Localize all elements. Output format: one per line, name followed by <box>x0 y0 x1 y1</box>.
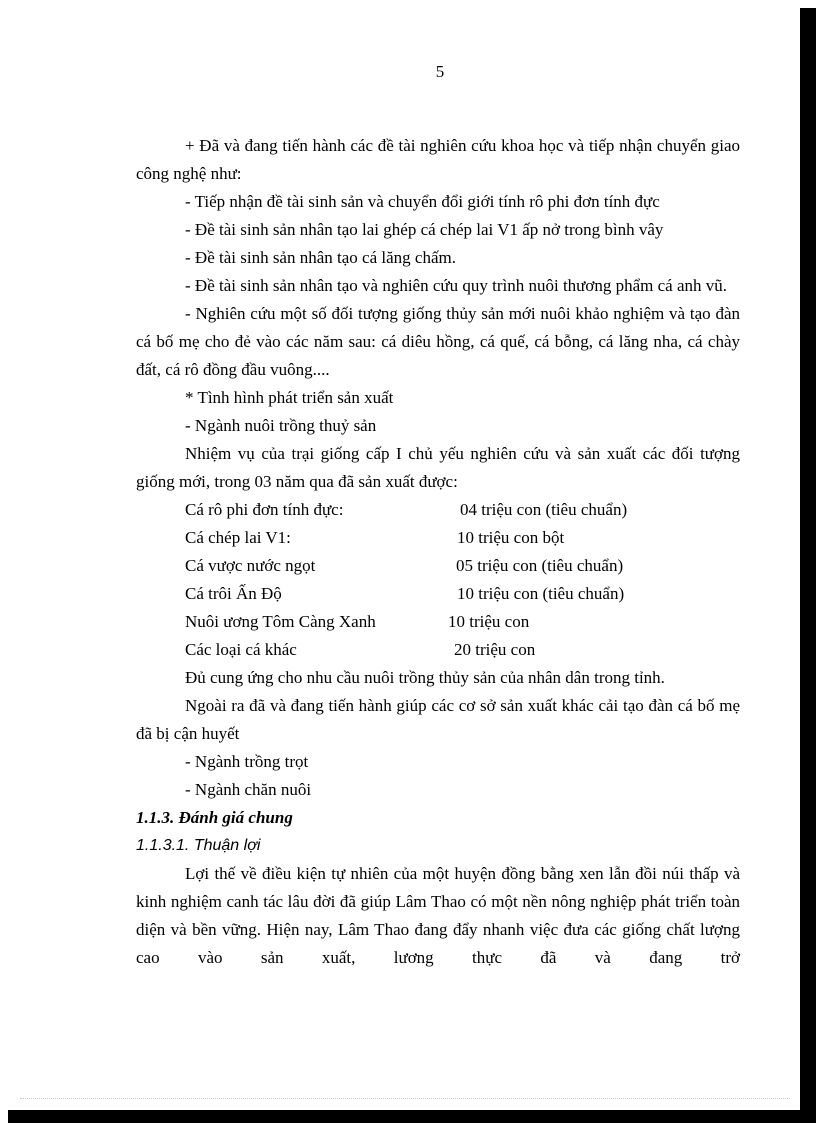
paragraph-research: + Đã và đang tiến hành các đề tài nghiên cứu khoa học và tiếp nhận chuyển giao công nghệ như: <box>136 136 740 183</box>
production-name: Cá chép lai V1: <box>185 528 291 547</box>
production-qty: 20 triệu con <box>454 640 536 659</box>
section-label: - Ngành nuôi trồng thuỷ sản <box>185 416 377 435</box>
bullet-item: - Đề tài sinh sản nhân tạo lai ghép cá chép lai V1 ấp nở trong bình vây <box>185 220 664 239</box>
production-row <box>136 552 740 580</box>
production-row <box>136 524 740 552</box>
production-name: Cá trôi Ấn Độ <box>185 584 282 603</box>
production-row <box>136 636 740 664</box>
section-label: * Tình hình phát triển sản xuất <box>185 388 394 407</box>
production-row <box>136 496 740 524</box>
production-qty: 04 triệu con (tiêu chuẩn) <box>460 500 628 519</box>
production-name: Cá rô phi đơn tính đực: <box>185 500 344 519</box>
page-shadow-bottom <box>8 1110 816 1123</box>
heading-general-assessment: 1.1.3. Đánh giá chung <box>136 808 293 827</box>
production-name: Nuôi ương Tôm Càng Xanh <box>185 612 376 631</box>
production-name: Cá vược nước ngọt <box>185 556 316 575</box>
bullet-item: - Tiếp nhận đề tài sinh sản và chuyển đổi giới tính rô phi đơn tính đực <box>185 192 660 211</box>
page-shadow-right <box>800 8 816 1110</box>
section-label: - Ngành chăn nuôi <box>185 780 312 799</box>
production-row <box>136 608 740 636</box>
production-list <box>136 496 740 664</box>
bullet-item: - Đề tài sinh sản nhân tạo cá lăng chấm. <box>185 248 456 267</box>
production-qty: 10 triệu con bột <box>457 528 565 547</box>
production-name: Các loại cá khác <box>185 640 297 659</box>
production-qty: 10 triệu con <box>448 612 530 631</box>
paragraph-other: Ngoài ra đã và đang tiến hành giúp các cơ sở sản xuất khác cải tạo đàn cá bố mẹ đã bị cận huyết <box>136 696 740 743</box>
paragraph-advantages: Lợi thế về điều kiện tự nhiên của một huyện đồng bằng xen lẫn đồi núi thấp và kinh nghiệm canh tác lâu đời đã giúp Lâm Thao có một nền nông nghiệp phát triển toàn diện và bền vững. Hiện nay, Lâm Thao đang đẩy nhanh việc đưa các giống chất lượng cao vào sản xuất, lương thực đã và đang trở <box>136 864 740 967</box>
page-body <box>136 132 740 972</box>
production-qty: 10 triệu con (tiêu chuẩn) <box>457 584 625 603</box>
production-qty: 05 triệu con (tiêu chuẩn) <box>456 556 624 575</box>
section-label: - Ngành trồng trọt <box>185 752 309 771</box>
bullet-item: - Nghiên cứu một số đối tượng giống thủy sản mới nuôi khảo nghiệm và tạo đàn cá bố mẹ cho đẻ vào các năm sau: cá diêu hồng, cá quế, cá bỗng, cá lăng nha, cá chày đất, cá rô đồng đầu vuông.... <box>136 304 740 379</box>
page-number: 5 <box>435 62 445 81</box>
bullet-item: - Đề tài sinh sản nhân tạo và nghiên cứu quy trình nuôi thương phẩm cá anh vũ. <box>185 276 728 295</box>
production-row <box>136 580 740 608</box>
page-bottom-divider <box>20 1098 790 1099</box>
paragraph-tasks: Nhiệm vụ của trại giống cấp I chủ yếu nghiên cứu và sản xuất các đối tượng giống mới, trong 03 năm qua đã sản xuất được: <box>136 444 740 491</box>
subheading-advantages: 1.1.3.1. Thuận lợi <box>136 837 261 854</box>
paragraph-supply: Đủ cung ứng cho nhu cầu nuôi trồng thủy sản của nhân dân trong tỉnh. <box>185 668 665 687</box>
